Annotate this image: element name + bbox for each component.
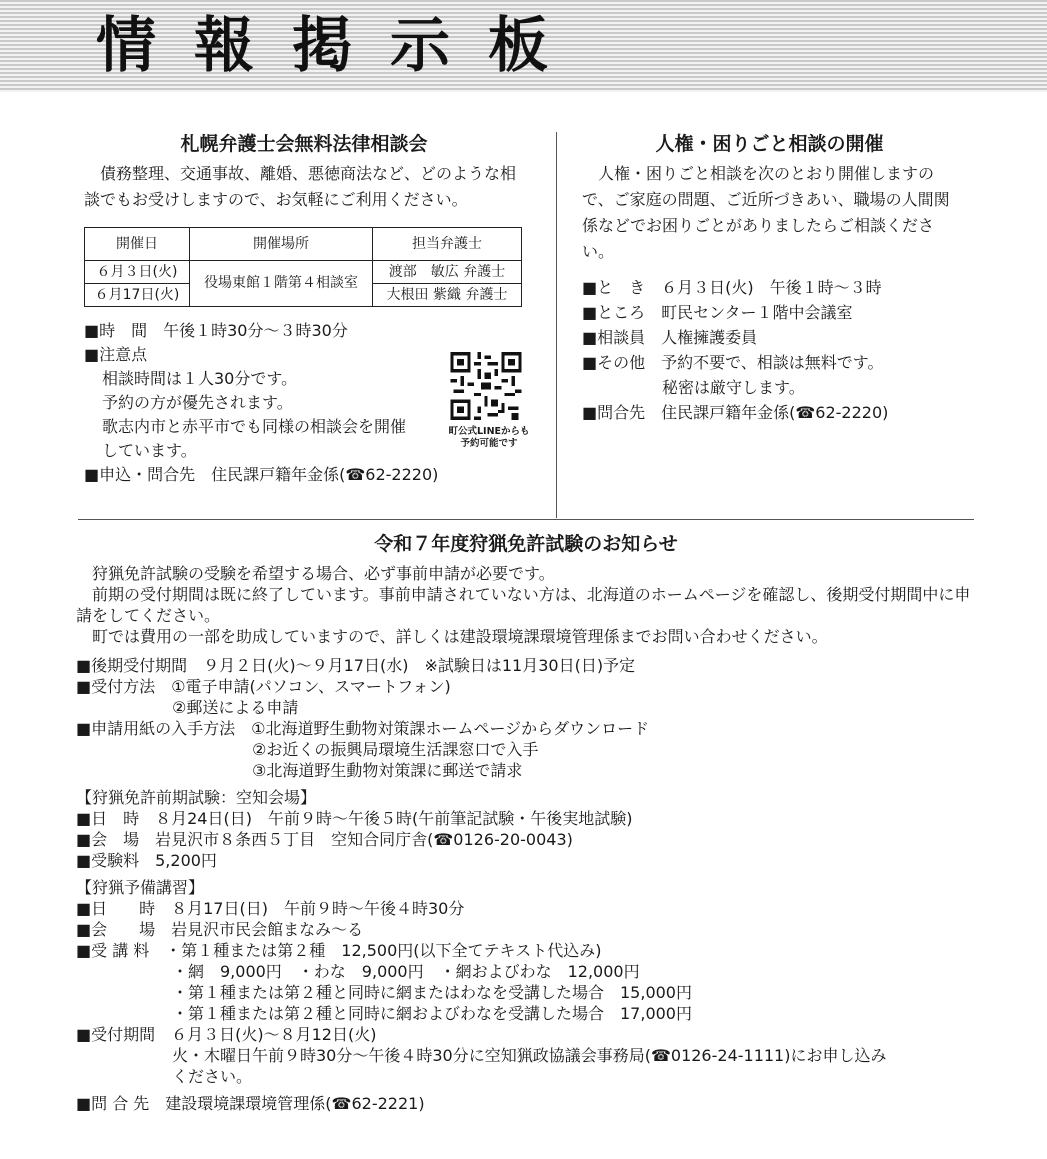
- lawyer-intro: 債務整理、交通事故、離婚、悪徳商法など、どのような相談でもお受けしますので、お気軽にご利用ください。: [84, 164, 517, 210]
- header-banner: [0, 0, 1047, 92]
- hunting-section: [76, 534, 976, 1114]
- apply-line: ■申請用紙の入手方法 ①北海道野生動物対策課ホームページからダウンロード: [76, 719, 650, 738]
- section-divider: [78, 519, 974, 520]
- table-lawyer: 大根田 紫織 弁護士: [373, 284, 522, 307]
- apply-line: ②郵送による申請: [76, 698, 299, 717]
- table-header: 開催日: [85, 228, 190, 261]
- info-line: ■問合先 住民課戸籍年金係(☎62-2220): [582, 403, 889, 423]
- info-line: ■相談員 人権擁護委員: [582, 328, 758, 348]
- course-line: ■受 講 料 ・第１種または第２種 12,500円(以下全てテキスト代込み): [76, 941, 602, 960]
- table-date: ６月３日(火): [85, 261, 190, 284]
- hunting-contact: ■問 合 先 建設環境課環境管理係(☎62-2221): [76, 1094, 425, 1113]
- human-rights-title: 人権・困りごと相談の開催: [655, 133, 884, 155]
- consultation-table: [84, 227, 522, 307]
- human-rights-intro: 人権・困りごと相談を次のとおり開催しますので、ご家庭の問題、ご近所づきあい、職場の人間関係などでお困りごとがありましたらご相談ください。: [582, 164, 950, 262]
- exam-line: ■会 場 岩見沢市８条西５丁目 空知合同庁舎(☎0126-20-0043): [76, 830, 573, 849]
- note-line: 相談時間は１人30分です。: [102, 369, 298, 389]
- exam-heading: 【狩猟免許前期試験：空知会場】: [76, 788, 317, 807]
- course-line: ■会 場 岩見沢市民会館まなみ～る: [76, 920, 364, 939]
- info-line: ■その他 予約不要で、相談は無料です。: [582, 353, 884, 373]
- exam-line: ■日 時 ８月24日(日) 午前９時～午後５時(午前筆記試験・午後実地試験): [76, 809, 633, 828]
- course-heading: 【狩猟予備講習】: [76, 878, 205, 897]
- qr-caption: [440, 426, 538, 450]
- table-header: 担当弁護士: [373, 228, 522, 261]
- lawyer-time: ■時 間 午後１時30分～３時30分: [84, 321, 348, 341]
- lawyer-title: 札幌弁護士会無料法律相談会: [180, 133, 428, 155]
- exam-line: ■受験料 5,200円: [76, 851, 217, 870]
- info-line: 秘密は厳守します。: [582, 378, 805, 398]
- qr-code[interactable]: [450, 352, 522, 420]
- note-line: 歌志内市と赤平市でも同様の相談会を開催: [102, 417, 407, 437]
- course-line: ・第１種または第２種と同時に網およびわなを受講した場合 17,000円: [76, 1004, 692, 1023]
- page-title: 情報掲示板: [96, 11, 586, 81]
- hunting-intro: 前期の受付期間は既に終了しています。事前申請されていない方は、北海道のホームページを確認し、後期受付期間中に申請をしてください。: [76, 585, 971, 625]
- info-line: ■ところ 町民センター１階中会議室: [582, 303, 853, 323]
- column-divider: [556, 132, 557, 518]
- hunting-intro: 狩猟免許試験の受験を希望する場合、必ず事前申請が必要です。: [92, 564, 555, 583]
- apply-line: ③北海道野生動物対策課に郵送で請求: [76, 761, 523, 780]
- table-header: 開催場所: [190, 228, 373, 261]
- apply-line: ■受付方法 ①電子申請(パソコン、スマートフォン): [76, 677, 451, 696]
- note-line: 予約の方が優先されます。: [102, 393, 293, 413]
- hunting-intro: 町では費用の一部を助成していますので、詳しくは建設環境課環境管理係までお問い合わせください。: [92, 627, 828, 646]
- notes-label: ■注意点: [84, 345, 148, 365]
- note-line: しています。: [102, 441, 197, 461]
- course-line: ・第１種または第２種と同時に網またはわなを受講した場合 15,000円: [76, 983, 692, 1002]
- human-rights-section: [582, 132, 957, 425]
- table-date: ６月17日(火): [85, 284, 190, 307]
- qr-caption-line: 町公式LINEからも: [448, 426, 530, 437]
- table-place: 役場東館１階第４相談室: [190, 261, 373, 307]
- course-line: ■受付期間 ６月３日(火)～８月12日(火): [76, 1025, 377, 1044]
- course-line: 火・木曜日午前９時30分～午後４時30分に空知猟政協議会事務局(☎0126-24-1111)にお申し込み: [76, 1046, 887, 1065]
- qr-caption-line: 予約可能です: [460, 438, 518, 449]
- lawyer-contact: ■申込・問合先 住民課戸籍年金係(☎62-2220): [84, 465, 439, 485]
- course-line: ■日 時 ８月17日(日) 午前９時～午後４時30分: [76, 899, 465, 918]
- table-lawyer: 渡部 敏広 弁護士: [373, 261, 522, 284]
- course-line: ください。: [76, 1067, 253, 1086]
- course-line: ・網 9,000円 ・わな 9,000円 ・網およびわな 12,000円: [76, 962, 640, 981]
- apply-line: ■後期受付期間 ９月２日(火)～９月17日(水) ※試験日は11月30日(日)予定: [76, 656, 636, 675]
- info-line: ■と き ６月３日(火) 午後１時～３時: [582, 278, 882, 298]
- apply-line: ②お近くの振興局環境生活課窓口で入手: [76, 740, 539, 759]
- hunting-title: 令和７年度狩猟免許試験のお知らせ: [374, 533, 678, 555]
